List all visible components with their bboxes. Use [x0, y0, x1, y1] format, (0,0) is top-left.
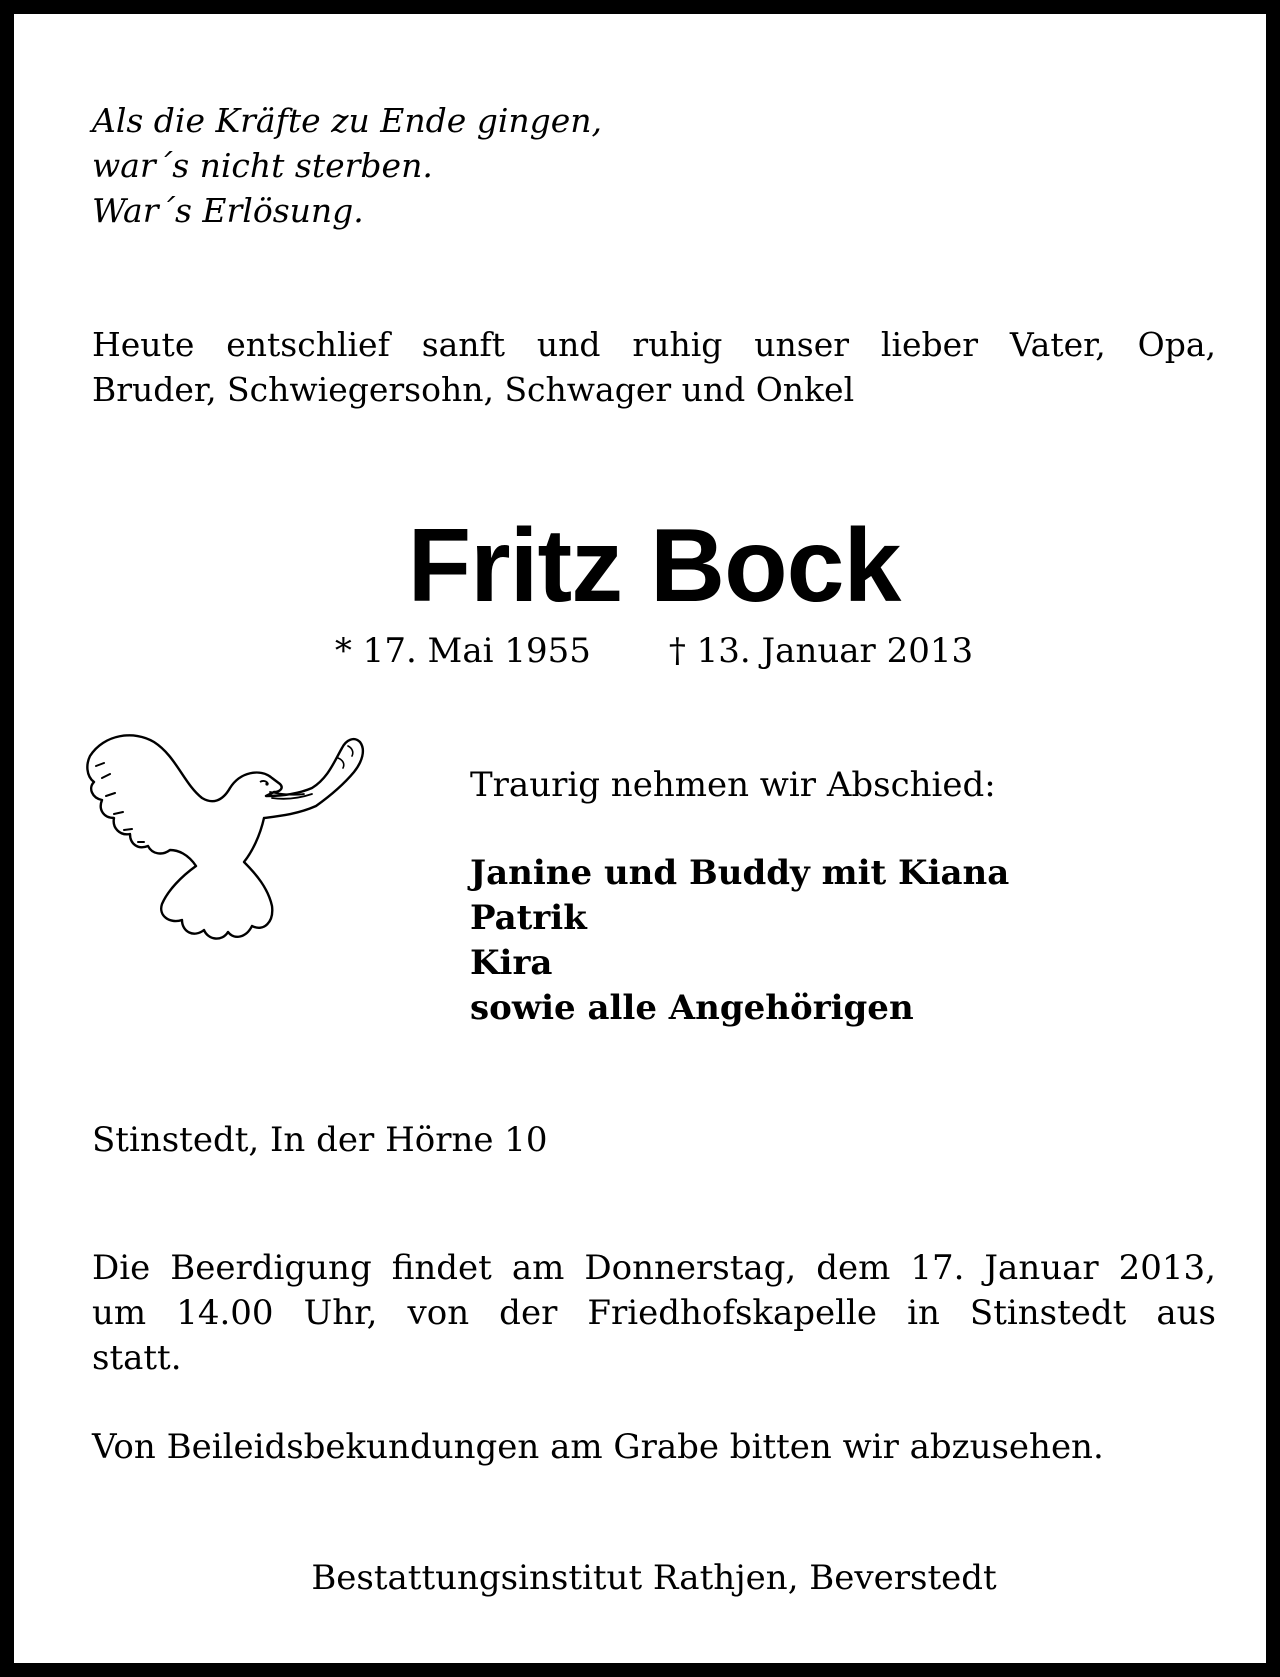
funeral-line: Die Beerdigung findet am Donnerstag, dem 17. Januar 2013, — [92, 1248, 1216, 1288]
mourners-list — [470, 851, 1009, 1031]
farewell-heading: Traurig nehmen wir Abschied: — [470, 765, 996, 805]
motto-line: War´s Erlösung. — [92, 191, 364, 230]
mourner-name: sowie alle Angehörigen — [470, 988, 914, 1028]
condolence-note: Von Beileidsbekundungen am Grabe bitten wir abzusehen. — [92, 1427, 1104, 1467]
deceased-name: Fritz Bock — [407, 508, 901, 624]
death-date: † 13. Januar 2013 — [668, 631, 974, 671]
funeral-line: um 14.00 Uhr, von der Friedhofskapelle in Stinstedt aus — [92, 1293, 1216, 1333]
life-dates — [14, 628, 1280, 674]
motto-verse — [92, 98, 1212, 233]
intro-line: Heute entschlief sanft und ruhig unser lieber Vater, Opa, — [92, 325, 1216, 364]
funeral-home: Bestattungsinstitut Rathjen, Beverstedt — [311, 1558, 997, 1598]
family-address: Stinstedt, In der Hörne 10 — [92, 1120, 548, 1160]
motto-line: Als die Kräfte zu Ende gingen, — [92, 101, 603, 140]
funeral-details — [92, 1246, 1216, 1381]
mourner-name: Janine und Buddy mit Kiana — [470, 853, 1010, 893]
dove-icon — [84, 726, 374, 976]
motto-line: war´s nicht sterben. — [92, 146, 433, 185]
mourner-name: Kira — [470, 943, 553, 983]
mourner-name: Patrik — [470, 898, 587, 938]
intro-text — [92, 322, 1216, 412]
birth-date: * 17. Mai 1955 — [334, 631, 591, 671]
funeral-line: statt. — [92, 1338, 182, 1378]
intro-line: Bruder, Schwiegersohn, Schwager und Onkel — [92, 370, 855, 409]
